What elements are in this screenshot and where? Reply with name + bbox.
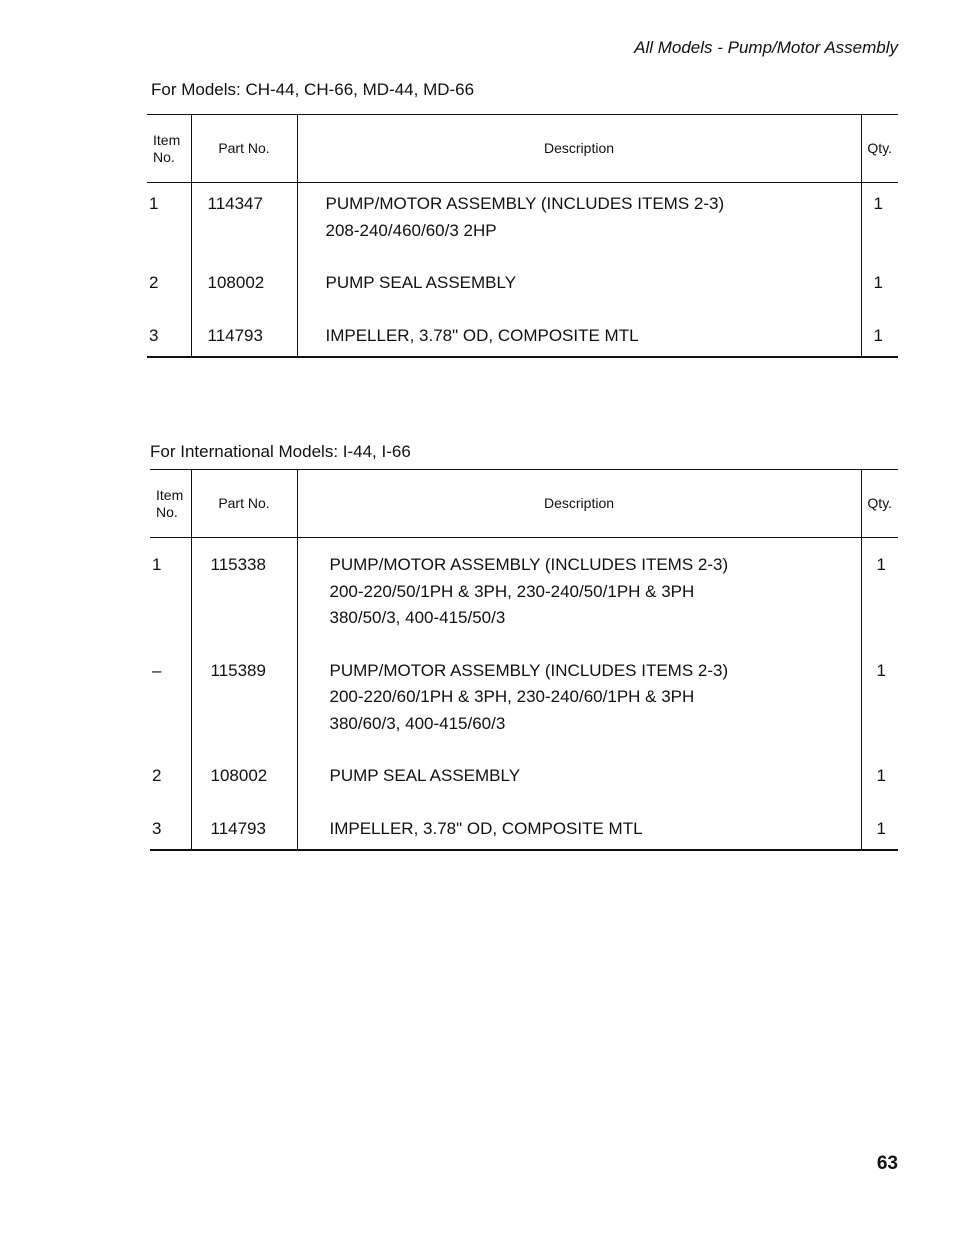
description-line: PUMP/MOTOR ASSEMBLY (INCLUDES ITEMS 2-3) xyxy=(325,194,725,213)
description-line: PUMP/MOTOR ASSEMBLY (INCLUDES ITEMS 2-3) xyxy=(329,660,729,680)
description-line: IMPELLER, 3.78" OD, COMPOSITE MTL xyxy=(325,325,639,345)
description-line: PUMP SEAL ASSEMBLY xyxy=(325,273,517,292)
table2-caption: For International Models: I-44, I-66 xyxy=(150,442,411,461)
description-line: 380/60/3, 400-415/60/3 xyxy=(329,713,506,733)
table-row xyxy=(150,538,898,632)
description-cell xyxy=(297,790,861,851)
part-no-cell: 114793 xyxy=(191,297,297,358)
running-head: All Models - Pump/Motor Assembly xyxy=(634,38,898,57)
item-no-cell: 1 xyxy=(147,183,191,245)
part-no-cell: 108002 xyxy=(191,737,297,790)
part-no-cell: 114793 xyxy=(191,790,297,851)
part-no-cell: 115338 xyxy=(191,538,297,632)
column-header-qty: Qty. xyxy=(861,470,898,538)
part-no-cell: 108002 xyxy=(191,244,297,297)
item-no-cell: 2 xyxy=(147,244,191,297)
description-cell xyxy=(297,297,861,358)
description-cell xyxy=(297,632,861,738)
description-line: 380/50/3, 400-415/50/3 xyxy=(329,608,506,627)
part-no-cell: 115389 xyxy=(191,632,297,738)
description-cell xyxy=(297,538,861,632)
table-header-row xyxy=(147,115,898,183)
column-header-description: Description xyxy=(297,470,861,538)
qty-cell: 1 xyxy=(861,297,898,358)
qty-cell: 1 xyxy=(876,660,886,680)
qty-cell: 1 xyxy=(873,194,883,213)
column-header-part-no: Part No. xyxy=(191,470,297,538)
table-row xyxy=(150,790,898,851)
description-line: 208-240/460/60/3 2HP xyxy=(325,220,497,240)
item-no-cell: 3 xyxy=(147,297,191,358)
column-header-part-no: Part No. xyxy=(191,115,297,183)
table-row xyxy=(150,632,898,738)
qty-cell: 1 xyxy=(861,790,898,851)
description-line: IMPELLER, 3.78" OD, COMPOSITE MTL xyxy=(329,818,643,838)
column-header-qty: Qty. xyxy=(861,115,898,183)
parts-table-international xyxy=(150,469,898,851)
table-row xyxy=(147,183,898,245)
table-row xyxy=(147,244,898,297)
part-no-cell: 114347 xyxy=(191,183,297,245)
qty-cell: 1 xyxy=(876,555,886,574)
item-no-cell: 1 xyxy=(150,538,191,632)
description-line: 200-220/60/1PH & 3PH, 230-240/60/1PH & 3PH xyxy=(329,687,695,706)
description-line: PUMP/MOTOR ASSEMBLY (INCLUDES ITEMS 2-3) xyxy=(329,555,729,574)
page-number: 63 xyxy=(876,1153,898,1174)
table1-caption: For Models: CH-44, CH-66, MD-44, MD-66 xyxy=(151,80,475,99)
qty-cell: 1 xyxy=(873,273,883,292)
column-header-description: Description xyxy=(297,115,861,183)
column-header-item-no: Item No. xyxy=(150,470,191,538)
item-no-cell: – xyxy=(150,632,191,738)
description-line: PUMP SEAL ASSEMBLY xyxy=(329,766,521,785)
description-cell xyxy=(297,183,861,245)
description-cell xyxy=(297,737,861,790)
table-header-row xyxy=(150,470,898,538)
description-line: 200-220/50/1PH & 3PH, 230-240/50/1PH & 3PH xyxy=(329,581,695,601)
table-row xyxy=(150,737,898,790)
item-no-cell: 2 xyxy=(150,737,191,790)
description-cell xyxy=(297,244,861,297)
parts-table-domestic xyxy=(147,114,898,358)
qty-cell: 1 xyxy=(876,766,886,785)
item-no-cell: 3 xyxy=(150,790,191,851)
table-row xyxy=(147,297,898,358)
column-header-item-no: Item No. xyxy=(147,115,191,183)
